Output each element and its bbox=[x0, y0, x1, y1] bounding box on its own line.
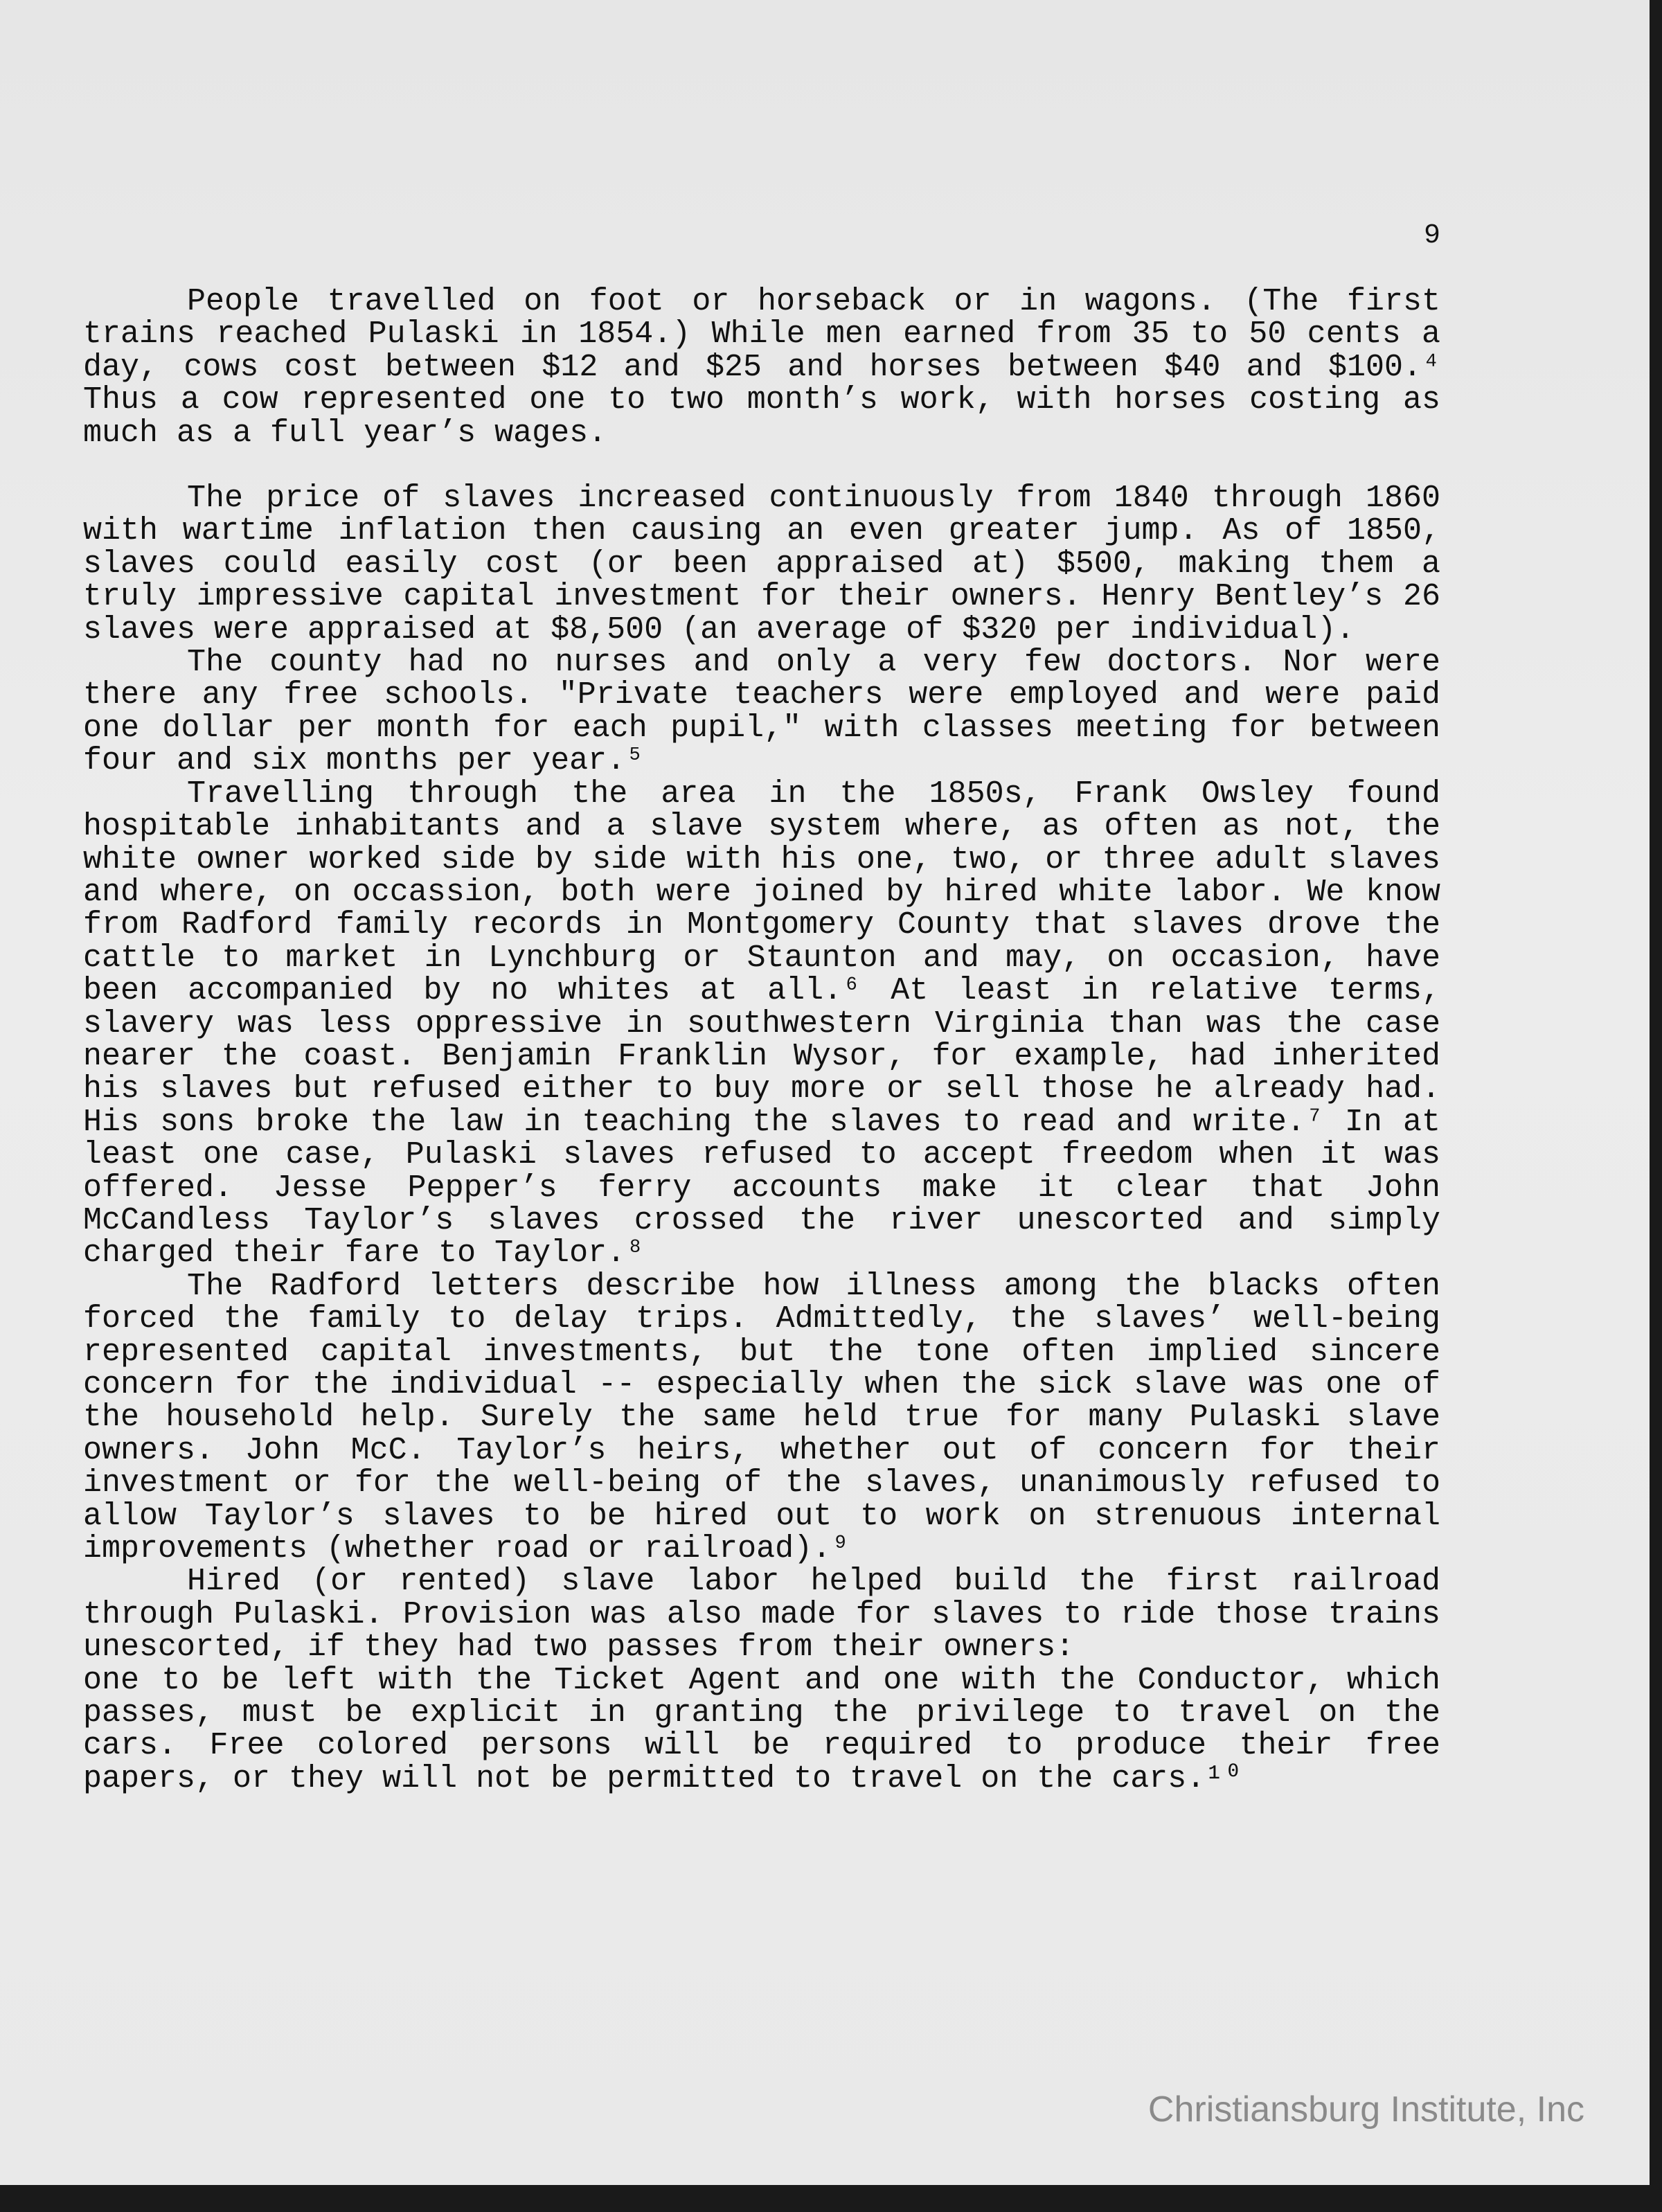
railroad-passes-quote: one to be left with the Ticket Agent and one with the Conductor, which passes, must be explicit in granting the privilege to travel on the cars. Free colored persons will be required to produce their free papers, or they will not be permitted to travel on the cars.¹⁰ bbox=[83, 1662, 1440, 1796]
paragraph-radford-letters: The Radford letters describe how illness among the blacks often forced the family to delay trips. Admittedly, the slaves’ well-being represented capital investments, but the tone often implied sincere concern for the individual -- especially when the sick slave was one of the household help. Surely the same held true for many Pulaski slave owners. John McC. Taylor’s heirs, whether out of concern for their investment or for the well-being of the slaves, unanimously refused to allow Taylor’s slaves to be hired out to work on strenuous internal improvements (whether road or railroad).⁹ bbox=[83, 1268, 1440, 1567]
body-text bbox=[83, 285, 1440, 1795]
watermark: Christiansburg Institute, Inc bbox=[1147, 2089, 1584, 2130]
paragraph-owsley: Travelling through the area in the 1850s, Frank Owsley found hospitable inhabitants and a slave system where, as often as not, the white owner worked side by side with his one, two, or three adult slaves and where, on occassion, both were joined by hired white labor. We know from Radford family records in Montgomery County that slaves drove the cattle to market in Lynchburg or Staunton and may, on occasion, have been accompanied by no whites at all.⁶ At least in relative terms, slavery was less oppressive in southwestern Virginia than was the case nearer the coast. Benjamin Franklin Wysor, for example, had inherited his slaves but refused either to buy more or sell those he already had. His sons broke the law in teaching the slaves to read and write.⁷ In at least one case, Pulaski slaves refused to accept freedom when it was offered. Jesse Pepper’s ferry accounts make it clear that John McCandless Taylor’s slaves crossed the river unescorted and simply charged their fare to Taylor.⁸ bbox=[83, 776, 1440, 1272]
paragraph-travel-and-prices: People travelled on foot or horseback or in wagons. (The first trains reached Pulaski in 1854.) While men earned from 35 to 50 cents a day, cows cost between $12 and $25 and horses between $40 and $100.⁴ Thus a cow represented one to two month’s work, with horses costing as much as a full year’s wages. bbox=[83, 284, 1440, 451]
paragraph-schools: The county had no nurses and only a very few doctors. Nor were there any free schools. "Private teachers were employed and were paid one dollar per month for each pupil," with classes meeting for between four and six months per year.⁵ bbox=[83, 645, 1440, 779]
paragraph-railroad: Hired (or rented) slave labor helped build the first railroad through Pulaski. Provision was also made for slaves to ride those trains unescorted, if they had two passes from their owners: bbox=[83, 1564, 1440, 1666]
paragraph-slave-prices: The price of slaves increased continuously from 1840 through 1860 with wartime inflation then causing an even greater jump. As of 1850, slaves could easily cost (or been appraised at) $500, making them a truly impressive capital investment for their owners. Henry Bentley’s 26 slaves were appraised at $8,500 (an average of $320 per individual). bbox=[83, 481, 1440, 648]
page-number: 9 bbox=[1424, 220, 1441, 251]
